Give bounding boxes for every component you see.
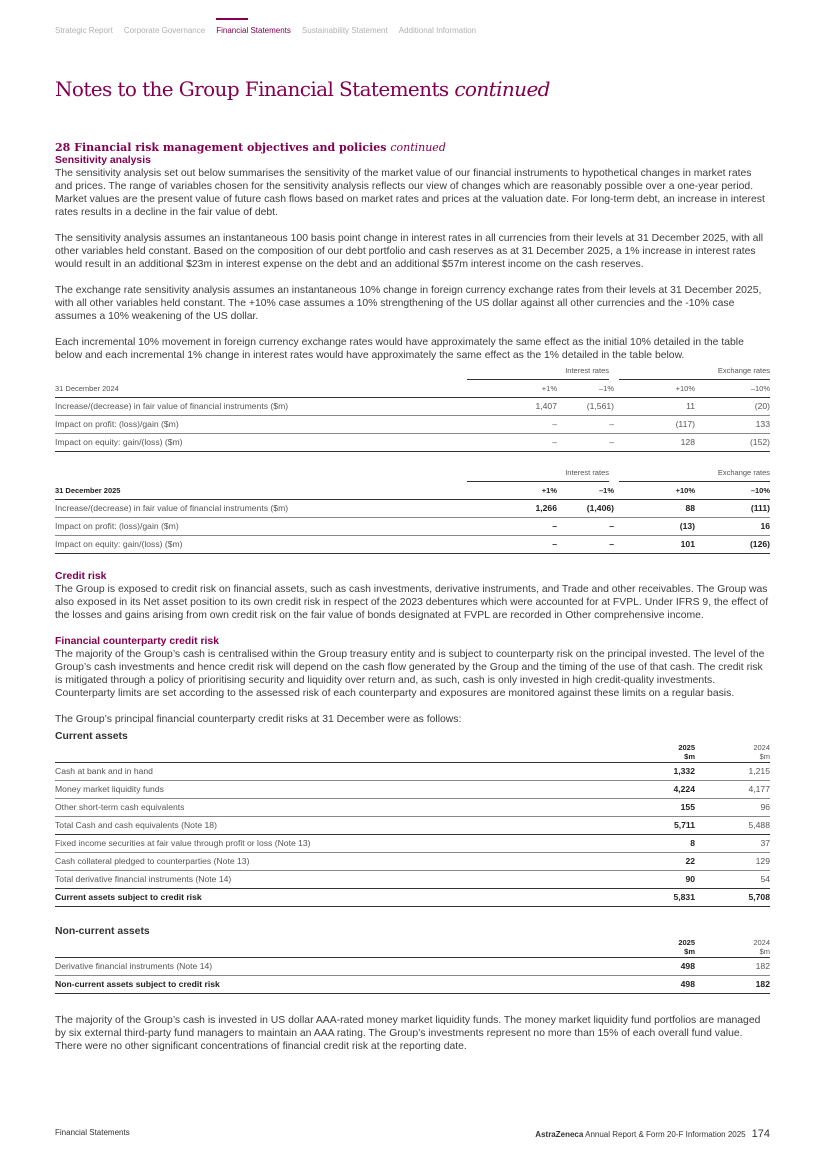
row-label: Money market liquidity funds [55,781,620,799]
cell-value: 1,266 [467,500,557,518]
cell-value: 88 [614,500,695,518]
cell-value-2025: 5,711 [620,817,695,835]
cell-value-2024: 129 [695,853,770,871]
page-number: 174 [751,1128,770,1140]
group-header-exchange: Exchange rates [614,362,770,380]
group-header-interest: Interest rates [467,464,614,482]
row-label: Total derivative financial instruments (Note 14) [55,871,620,889]
cell-value: – [467,536,557,554]
current-assets-table [55,743,770,907]
cell-value-2025: 8 [620,835,695,853]
cell-value: – [557,416,614,434]
cell-value: 128 [614,434,695,452]
cell-value: (111) [695,500,770,518]
paragraph: The Group is exposed to credit risk on financial assets, such as cash investments, derivative instruments, and Trade and other receivables. The Group was also exposed in its Net asset position to its own credit risk in respect of the 2023 debentures which were accounted for at FVPL. Under IFRS 9, the effect of the losses and gains arising from own credit risk on the fair value of bonds designated at FVPL are recorded in Other comprehensive income. [55,584,769,621]
row-label: Impact on equity: gain/(loss) ($m) [55,536,467,554]
section-nav [55,26,476,35]
year: 2024 [753,938,770,947]
cell-value: 16 [695,518,770,536]
sensitivity-table-2024 [55,362,770,452]
table-row [55,853,770,871]
paragraph: The majority of the Group’s cash is centralised within the Group treasury entity and is subject to counterparty risk on the principal invested. The level of the Group’s cash investments and hence credit risk will depend on the cash flow generated by the Group and the timing of the use of that cash. The credit risk is mitigated through a policy of prioritising security and liquidity over return and, as such, cash is only invested in high credit-quality investments. Counterparty limits are set according to the assessed risk of each counterparty and exposures are monitored against these limits on a regular basis. [55,649,765,699]
cell-value-2025: 498 [620,976,695,994]
year-column-header [620,938,695,958]
title-continued: continued [454,77,550,101]
section-heading-text: 28 Financial risk management objectives and policies [55,141,387,154]
nav-corporate-governance[interactable]: Corporate Governance [123,26,206,35]
nav-strategic-report[interactable]: Strategic Report [55,26,113,35]
cell-value: – [467,416,557,434]
year: 2024 [753,743,770,752]
footer-doc-title: Annual Report & Form 20-F Information 2025 [585,1130,746,1139]
cell-value-2024: 4,177 [695,781,770,799]
group-header-exchange: Exchange rates [614,464,770,482]
unit: $m [759,947,770,956]
row-label: Non-current assets subject to credit risk [55,976,620,994]
cell-value: (126) [695,536,770,554]
cell-value: – [557,536,614,554]
credit-risk-heading: Credit risk [55,571,107,582]
nav-financial-statements[interactable]: Financial Statements [216,26,291,35]
cell-value-2025: 4,224 [620,781,695,799]
counterparty-heading: Financial counterparty credit risk [55,636,219,647]
cell-value: – [467,518,557,536]
table-date-header: 31 December 2025 [55,482,467,500]
table-row [55,500,770,518]
cell-value: – [557,434,614,452]
column-header: –10% [695,380,770,398]
row-label: Impact on profit: (loss)/gain ($m) [55,518,467,536]
year: 2025 [678,938,695,947]
unit: $m [759,752,770,761]
group-header-interest: Interest rates [467,362,614,380]
unit: $m [684,947,695,956]
main-content [55,141,770,1066]
cell-value-2024: 1,215 [695,763,770,781]
cell-value-2024: 5,488 [695,817,770,835]
table-row [55,416,770,434]
year: 2025 [678,743,695,752]
title-text: Notes to the Group Financial Statements [55,77,449,101]
cell-value-2025: 155 [620,799,695,817]
footer-section: Financial Statements [55,1128,130,1137]
cell-value-2024: 182 [695,976,770,994]
cell-value-2024: 54 [695,871,770,889]
cell-value: 11 [614,398,695,416]
cell-value: 133 [695,416,770,434]
section-continued: continued [390,141,446,154]
cell-value: (1,561) [557,398,614,416]
table-row [55,835,770,853]
current-assets-heading: Current assets [55,731,128,742]
table-row [55,799,770,817]
row-label: Cash at bank and in hand [55,763,620,781]
cell-value-2024: 5,708 [695,889,770,907]
cell-value: (13) [614,518,695,536]
table-row [55,871,770,889]
table-row [55,398,770,416]
cell-value-2025: 498 [620,958,695,976]
year-column-header [620,743,695,763]
row-label: Impact on profit: (loss)/gain ($m) [55,416,467,434]
cell-value-2025: 22 [620,853,695,871]
table-row [55,976,770,994]
row-label: Impact on equity: gain/(loss) ($m) [55,434,467,452]
nav-additional-information[interactable]: Additional Information [398,26,477,35]
column-header: –1% [557,380,614,398]
closing-paragraph: The majority of the Group’s cash is invested in US dollar AAA-rated money market liquidity funds. The money market liquidity fund portfolios are managed by six external third-party fund managers to maintain an AAA rating. The Group’s investments represent no more than 15% of each overall fund value. There were no other significant concentrations of financial credit risk at the reporting date. [55,1015,761,1052]
paragraph: The sensitivity analysis assumes an instantaneous 100 basis point change in interest rates in all currencies from their levels at 31 December 2025, with all other variables held constant. Based on the composition of our debt portfolio and cash reserves as at 31 December 2025, a 1% increase in interest rates would result in an additional $23m in interest expense on the debt and an additional $57m interest income on the cash reserves. [55,233,764,270]
row-label: Other short-term cash equivalents [55,799,620,817]
cell-value: (20) [695,398,770,416]
cell-value-2024: 37 [695,835,770,853]
table-row [55,763,770,781]
paragraph: The exchange rate sensitivity analysis assumes an instantaneous 10% change in foreign currency exchange rates from their levels at 31 December 2025, with all other variables held constant. The +10% case assumes a 10% strengthening of the US dollar against all other currencies and the -10% case assumes a 10% weakening of the US dollar. [55,285,762,322]
section-heading [55,141,770,154]
table-row [55,434,770,452]
page-footer [55,1128,770,1140]
cell-value: (152) [695,434,770,452]
sensitivity-heading: Sensitivity analysis [55,155,151,166]
row-label: Increase/(decrease) in fair value of financial instruments ($m) [55,500,467,518]
paragraph: The Group’s principal financial counterparty credit risks at 31 December were as follows: [55,714,462,725]
cell-value-2025: 5,831 [620,889,695,907]
cell-value-2024: 182 [695,958,770,976]
footer-doc [535,1128,770,1140]
page-title [55,77,550,101]
cell-value-2025: 1,332 [620,763,695,781]
cell-value: 1,407 [467,398,557,416]
column-header: +10% [614,380,695,398]
paragraph: Each incremental 10% movement in foreign currency exchange rates would have approximately the same effect as the initial 10% detailed in the table below and each incremental 1% change in interest rates would have approximately the same effect as the 1% detailed in the table below. [55,337,744,361]
row-label: Fixed income securities at fair value through profit or loss (Note 13) [55,835,620,853]
noncurrent-assets-table [55,938,770,994]
table-date-header: 31 December 2024 [55,380,467,398]
column-header: +1% [467,482,557,500]
table-row [55,781,770,799]
row-label: Current assets subject to credit risk [55,889,620,907]
cell-value: – [467,434,557,452]
noncurrent-assets-heading: Non-current assets [55,926,150,937]
sensitivity-table-2025 [55,464,770,554]
column-header: +10% [614,482,695,500]
cell-value: (1,406) [557,500,614,518]
table-row [55,536,770,554]
year-column-header [695,938,770,958]
column-header: –1% [557,482,614,500]
cell-value: 101 [614,536,695,554]
table-row [55,518,770,536]
row-label: Increase/(decrease) in fair value of financial instruments ($m) [55,398,467,416]
paragraph: The sensitivity analysis set out below summarises the sensitivity of the market value of our financial instruments to hypothetical changes in market rates and prices. The range of variables chosen for the sensitivity analysis reflects our view of changes which are reasonably possible over a one-year period. Market values are the present value of future cash flows based on market rates and prices at the valuation date. For long-term debt, an increase in interest rates results in a decline in the fair value of debt. [55,168,765,218]
row-label: Total Cash and cash equivalents (Note 18) [55,817,620,835]
footer-brand: AstraZeneca [535,1130,584,1139]
table-row [55,889,770,907]
column-header: –10% [695,482,770,500]
table-row [55,958,770,976]
column-header: +1% [467,380,557,398]
unit: $m [684,752,695,761]
cell-value: – [557,518,614,536]
cell-value-2024: 96 [695,799,770,817]
nav-sustainability-statement[interactable]: Sustainability Statement [301,26,388,35]
cell-value-2025: 90 [620,871,695,889]
table-row [55,817,770,835]
cell-value: (117) [614,416,695,434]
row-label: Derivative financial instruments (Note 14) [55,958,620,976]
year-column-header [695,743,770,763]
row-label: Cash collateral pledged to counterparties (Note 13) [55,853,620,871]
